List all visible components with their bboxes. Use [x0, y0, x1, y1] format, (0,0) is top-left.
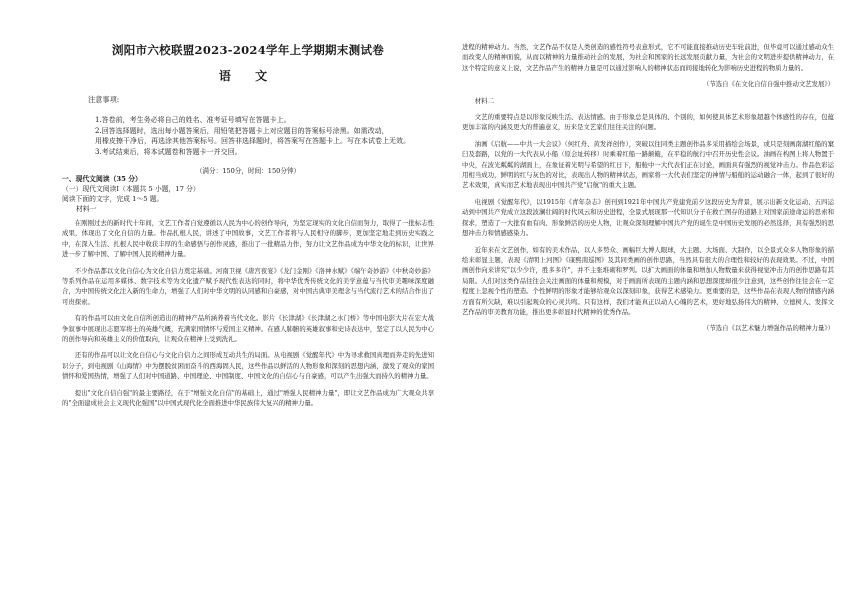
source-citation: （节选自《在文化自信自强中推动文艺发展》）	[702, 80, 834, 89]
notes-heading: 注意事项:	[88, 95, 120, 104]
source-citation: （节选自《以艺术魅力增强作品的精神力量》）	[702, 324, 834, 333]
note-item: 3.考试结束后，将本试题卷和答题卡一并交回。	[95, 147, 242, 156]
paragraph: 油画《启航——中共一大会议》（何红舟、黄发祥创作），突破以往同类主题创作品多采用描绘会场景，或只是刻画南湖红船的窠臼及套路，以党的一大代表从小船（原会址转移）时乘着红船一路颠簸，在平稳的航行中召开历史性会议。油画在构图上将人物置于中央，在波光粼粼的湖面上，在象征着光明与希望的红日下，船舱中一大代表们正在讨论，画面具有强烈的视觉冲击力。作品色彩运用相当成功，鲜明的红与灰色的对比，表现出人物的精神状态，画家将一大代表们坚定的神情与船舶的运动融合一体，起到了很好的艺术效果，真实而艺术地表现出中国共产党"启航"的重大主题。	[462, 139, 834, 190]
right-column-body	[462, 42, 834, 334]
section-subheading: （一）现代文阅读Ⅰ（本题共 5 小题，17 分）	[62, 185, 200, 193]
left-column-body	[62, 218, 434, 409]
paragraph: 近年来在文艺创作，如有的美术作品，以人多势众、画幅巨大博人眼球，大主题、大场面、大制作，以全景式众多人物形象的描绘来彰显主题，表现《清明上河图》《康熙南巡图》及其同类画的创作思路，当然具有很大的合理性和较好的表现效果。不过，中国画创作向来讲究"以少少许，胜多多许"，并不主张堆砌和罗列。以扩大画面的体量和增加人物数量来获得视觉冲击力的创作思路有其局限。人们对这类作品往往会关注画面的体量和规模，对于画面所表现的主题内涵和思想深度却很少注意到，这些创作往往会在一定程度上忽视个性的塑造。个性鲜明的形象才能够给观众以深刻印象，获得艺术感染力。更重要的是，这些作品在表现人物的情感内涵方面有所欠缺，难以引起观众的心灵共鸣。只有这样，我们才能真正以动人心魄的艺术，更好地弘扬伟大的精神、立德树人、发挥文艺作品的审美教育功能，推出更多彰显时代精神的优秀作品。	[462, 245, 834, 316]
paragraph: 提出"文化自信自强"的最主要路径，在于"增强文化自信"的基础上，通过"增强人民精神力量"，即让文艺作品成为广大观众共享的"全面建成社会主义现代化强国"以中国式现代化全面推进中华民族伟大复兴的精神力量。	[62, 388, 434, 408]
note-item: 1.答卷前，考生务必将自己的姓名、准考证号填写在答题卡上。	[95, 116, 291, 124]
subject-title: 语 文	[218, 69, 278, 83]
material-label: 材料二	[474, 96, 494, 105]
paragraph: 文艺的重要特点是以形象反映生活、表达情感。由于形象总是具体的、个别的，如何使具体艺术形象超越个体感性的存在，包蕴更加丰富的内涵及更大的普遍意义，历来是文艺家们往往关注的问题。	[462, 113, 834, 132]
paragraph: 不少作品都以文化自信心为文化自信力奠定基础。河南卫视《唐宫夜宴》《龙门金刚》《洛神水赋》《端午奇妙游》《中秋奇妙游》等系列作品在运用多媒体、数字技术等为文化遗产赋予现代性表达的同时，将中华优秀传统文化的美学意蕴与当代审美趣味深度融合，为中国传统文化注入新的生命力，增强了人们对中华文明的认同感和自豪感，对中国古典审美理念与当代流行艺术的结合作出了可贵探索。	[62, 266, 434, 306]
note-item: 2.回答选择题时，选出每小题答案后，用铅笔把答题卡上对应题目的答案标号涂黑。如需改动，	[95, 126, 389, 135]
paragraph: 还有的作品可以让文化自信心与文化自信力之间形成互动共生的局面。从电视剧《觉醒年代》中为寻求救国真理而奔走的先进知识分子，到电视剧《山海情》中为摆脱贫困而奋斗的西海固人民，这些作品以鲜活的人物形象和深刻的思想内涵，激发了观众的家国情怀和爱国热情，增强了人们对中国道路、中国理论、中国制度、中国文化的自信心与自豪感，可以产生出强大而持久的精神力量。	[62, 351, 434, 381]
paragraph: 电视剧《觉醒年代》，以1915年《青年杂志》创刊到1921年中国共产党建党前夕这段历史为背景，展示出新文化运动、五四运动到中国共产党成立这段波澜壮阔的时代风云和历史进程，全景式展现那一代知识分子在救亡图存的道路上对国家前途命运的思索和探求，塑造了一大批有血有肉、形象鲜活的历史人物，让观众深刻理解中国共产党的诞生是中国历史发展的必然选择，具有强烈的思想冲击力和情感感染力。	[462, 197, 834, 238]
section-heading: 一、现代文阅读（35 分）	[62, 175, 142, 183]
section-instruction: 阅读下面的文字，完成 1～5 题。	[62, 195, 164, 203]
paragraph: 有的作品可以由文化自信所创造出的精神产品所涵养着当代文化。影片《长津湖》《长津湖之水门桥》等中国电影大片在宏大战争叙事中展现出志愿军将士的英雄气概，充满家国情怀与爱国主义精神。在感人肺腑的英雄叙事和史诗表达中，坚定了以人民为中心的创作导向和英雄主义的价值取向，让观众在精神上受到洗礼。	[62, 314, 434, 344]
notes-list	[95, 115, 433, 157]
paragraph: 进程的精神动力。当然，文艺作品不仅是人类创造的感性符号表意形式，它不可能直接推动历史车轮前进，但毕竟可以通过感动众生而改变人的精神面貌，从而以精神的力量推动社会的发展，为社会和国家的长远发展贡献力量，为社会的文明进步提供精神动力，在这个特定的意义上说，文艺作品产生的精神力量是可以通过影响人的精神状态而间接地转化为影响历史进程的物质力量的。	[462, 43, 834, 72]
exam-title: 浏阳市六校联盟2023-2024学年上学期期末测试卷	[111, 43, 385, 57]
material-label: 材料一	[76, 205, 97, 213]
paragraph: 在刚刚过去的新时代十年间，文艺工作者自觉遵循以人民为中心的创作导向，为坚定现实的文化自信而努力，取得了一批标志性成果，体现出了文化自信的力量。作品扎根人民，讲述了中国故事，文艺工作者将与人民相守的脚步，更加坚定地走到历史实践之中，在深入生活、扎根人民中收获丰厚的生命感悟与创作灵感，推出了一批精品力作，努力让文艺作品成为中华文化的标识，让世界进一步了解中国、了解中国人民的精神力量。	[62, 219, 434, 259]
exam-meta: （满分：150分，时间：150分钟）	[195, 167, 301, 175]
note-item: 用橡皮擦干净后，再选涂其他答案标号。回答非选择题时，将答案写在答题卡上。写在本试卷上无效。	[95, 137, 410, 146]
